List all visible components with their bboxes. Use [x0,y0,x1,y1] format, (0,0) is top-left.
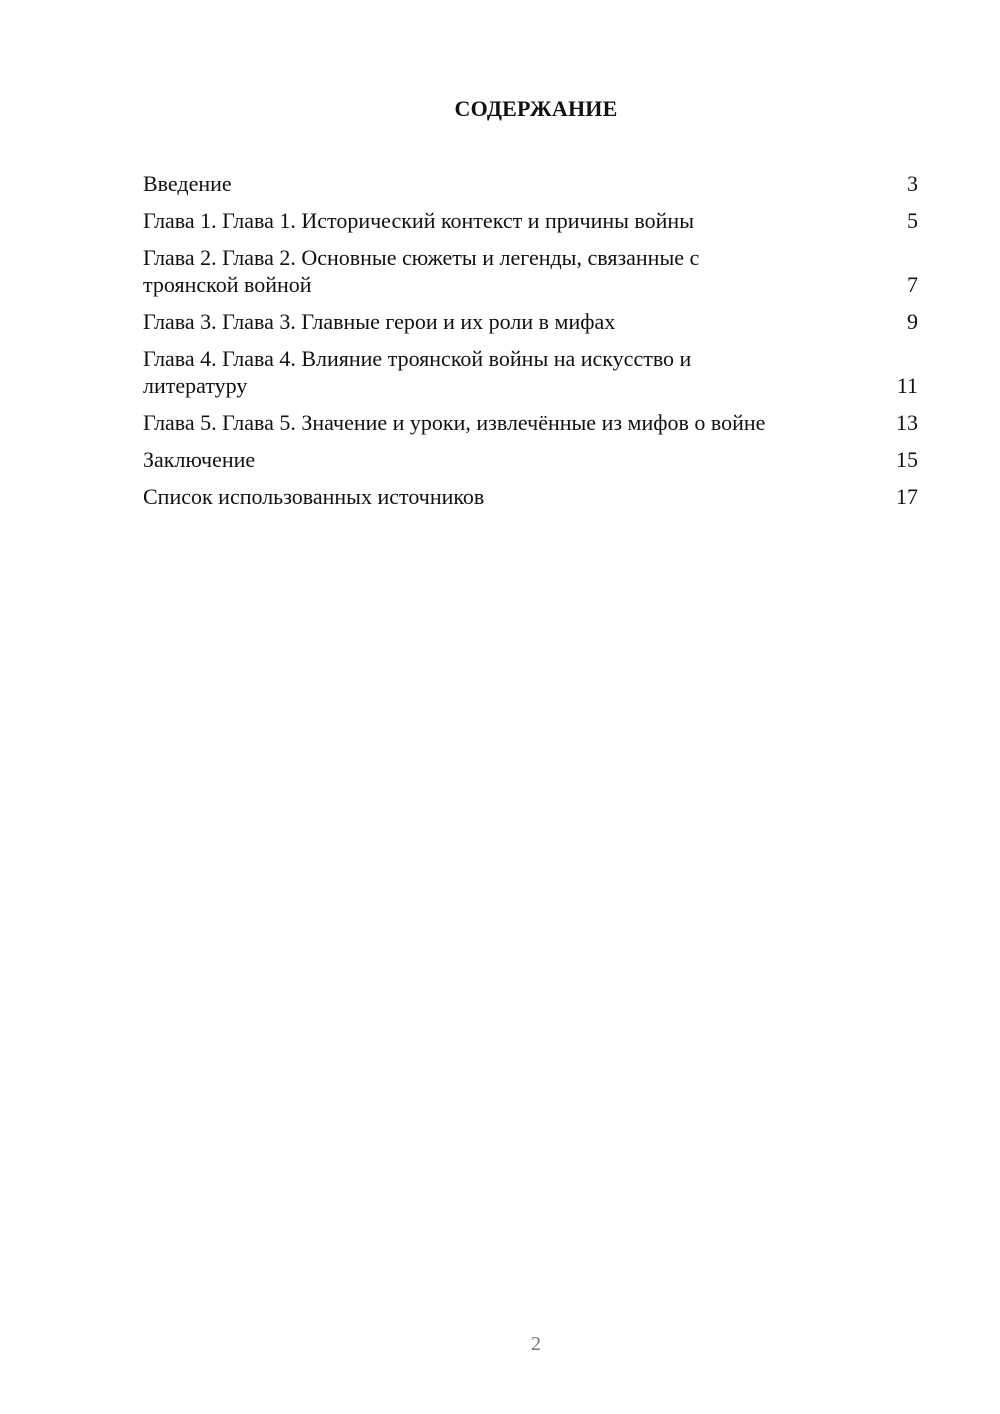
toc-entry-page: 17 [896,484,918,509]
toc-entry-title: Глава 3. Глава 3. Главные герои и их роли в мифах [143,309,616,334]
toc-entry-chapter-2 [143,244,918,298]
toc-entry-title: Список использованных источников [143,484,485,509]
toc-entry-chapter-1 [143,207,918,234]
toc-entry-page: 15 [896,447,918,472]
toc-heading: СОДЕРЖАНИЕ [454,96,618,121]
toc-entry-page: 5 [907,208,918,233]
toc-entry-conclusion [143,446,918,473]
toc-entry-chapter-3 [143,308,918,335]
toc-entry-page: 13 [896,410,918,435]
toc-entry-page: 3 [907,171,918,196]
page-number: 2 [531,1333,541,1355]
table-of-contents [143,170,918,520]
toc-entry-chapter-5 [143,409,918,436]
toc-entry-title: Глава 2. Глава 2. Основные сюжеты и легенды, связанные с троянской войной [143,245,700,297]
toc-entry-title: Введение [143,171,232,196]
toc-entry-chapter-4 [143,345,918,399]
toc-entry-page: 7 [907,272,918,297]
toc-entry-references [143,483,918,510]
toc-entry-title: Заключение [143,447,256,472]
toc-entry-title: Глава 1. Глава 1. Исторический контекст и причины войны [143,208,694,233]
toc-entry-introduction [143,170,918,197]
toc-entry-page: 11 [896,373,918,398]
toc-entry-title: Глава 5. Глава 5. Значение и уроки, извлечённые из мифов о войне [143,410,766,435]
toc-entry-page: 9 [907,309,918,334]
toc-entry-title: Глава 4. Глава 4. Влияние троянской войны на искусство и литературу [143,346,692,398]
